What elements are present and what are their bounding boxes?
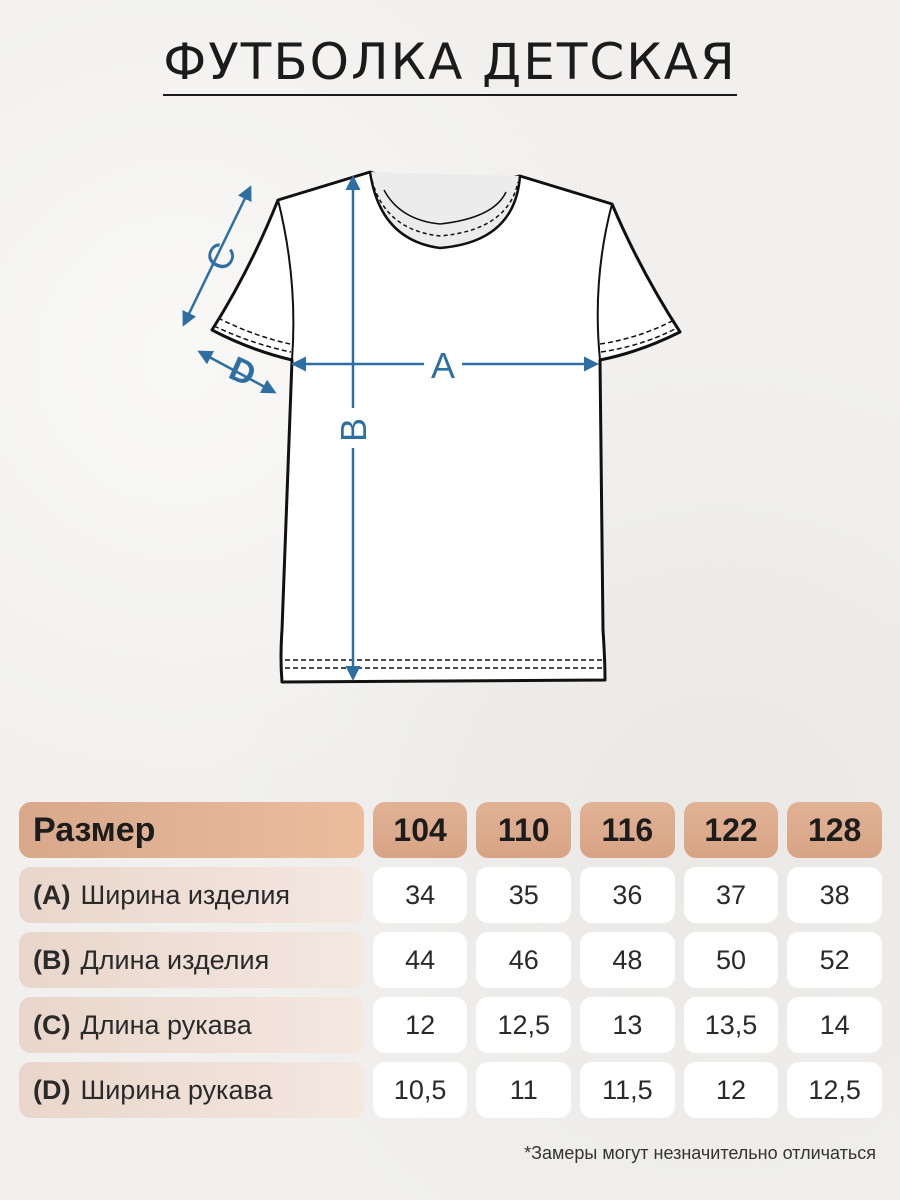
table-cell: 34 — [373, 867, 468, 923]
size-110: 110 — [476, 802, 571, 858]
size-116: 116 — [580, 802, 675, 858]
table-cell: 13,5 — [684, 997, 779, 1053]
table-cell: 12 — [684, 1062, 779, 1118]
table-cell: 12,5 — [476, 997, 571, 1053]
table-cell: 14 — [787, 997, 882, 1053]
table-cell: 46 — [476, 932, 571, 988]
table-cell: 12 — [373, 997, 468, 1053]
table-cell: 13 — [580, 997, 675, 1053]
table-cell: 11 — [476, 1062, 571, 1118]
table-cell: 11,5 — [580, 1062, 675, 1118]
table-cell: 37 — [684, 867, 779, 923]
table-row — [19, 997, 882, 1053]
row-name: Ширина изделия — [80, 879, 291, 910]
size-128: 128 — [787, 802, 882, 858]
label-b: B — [333, 417, 374, 443]
row-name: Длина изделия — [80, 944, 270, 975]
row-code: (D) — [33, 1074, 71, 1105]
table-cell: 48 — [580, 932, 675, 988]
size-104: 104 — [373, 802, 468, 858]
size-table-header — [19, 802, 882, 858]
table-row — [19, 867, 882, 923]
row-label — [19, 932, 364, 988]
row-name: Длина рукава — [80, 1009, 252, 1040]
table-row — [19, 932, 882, 988]
label-a: A — [430, 345, 456, 386]
row-name: Ширина рукава — [80, 1074, 273, 1105]
table-cell: 50 — [684, 932, 779, 988]
label-d: D — [223, 349, 262, 395]
row-code: (C) — [33, 1009, 71, 1040]
row-code: (A) — [33, 879, 71, 910]
table-row — [19, 1062, 882, 1118]
size-122: 122 — [684, 802, 779, 858]
row-code: (B) — [33, 944, 71, 975]
table-cell: 36 — [580, 867, 675, 923]
table-cell: 10,5 — [373, 1062, 468, 1118]
header-label: Размер — [19, 802, 364, 858]
page-title: ФУТБОЛКА ДЕТСКАЯ — [0, 32, 900, 96]
table-cell: 12,5 — [787, 1062, 882, 1118]
size-table — [19, 802, 882, 1127]
table-cell: 38 — [787, 867, 882, 923]
table-cell: 52 — [787, 932, 882, 988]
label-c: C — [196, 235, 245, 278]
row-label — [19, 997, 364, 1053]
table-cell: 44 — [373, 932, 468, 988]
row-label — [19, 1062, 364, 1118]
tshirt-diagram — [0, 160, 900, 700]
measurement-note: *Замеры могут незначительно отличаться — [524, 1143, 876, 1163]
row-label — [19, 867, 364, 923]
table-cell: 35 — [476, 867, 571, 923]
